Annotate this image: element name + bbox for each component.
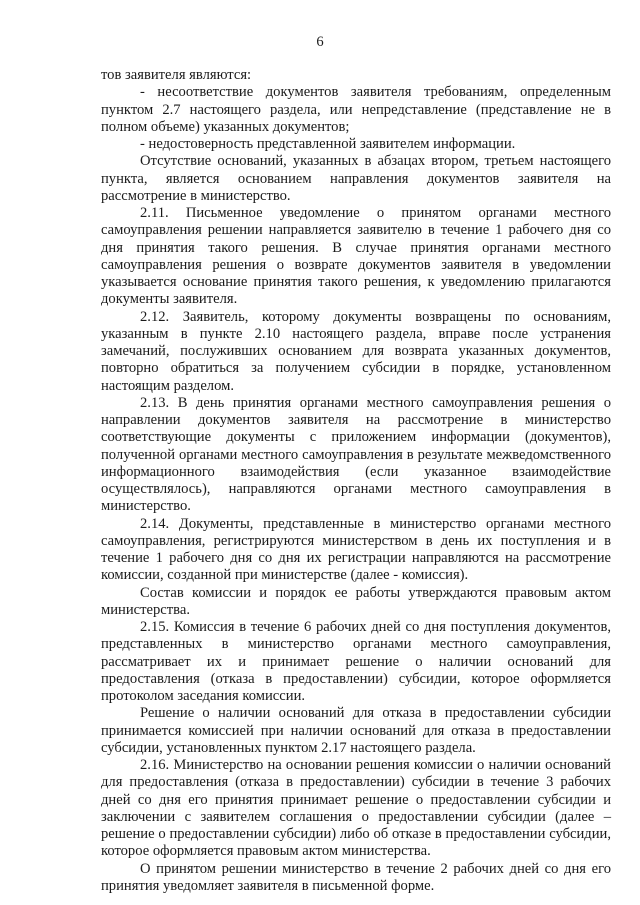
page-number: 6 xyxy=(316,34,324,50)
paragraph: 2.16. Министерство на основании решения комиссии о наличии оснований для предоставления (отказа в предоставлении) субсидии в течение 3 рабочих дней со дня его принятия принимает решение о предоставлении субсидии и заключении с заявителем соглашения о предоставлении субсидии (далее – решение о предоставлении субсидии) либо об отказе в предоставлении субсидии, которое оформляется правовым актом министерства. xyxy=(101,757,611,860)
paragraph: Решение о наличии оснований для отказа в предоставлении субсидии принимается комиссией при наличии оснований для отказа в предоставлении субсидии, установленных пунктом 2.17 настоящего раздела. xyxy=(101,705,611,756)
paragraph: О принятом решении министерство в течение 2 рабочих дней со дня его принятия уведомляет заявителя в письменной форме. xyxy=(101,860,611,894)
paragraph: 2.15. Комиссия в течение 6 рабочих дней со дня поступления документов, представленных в министерство органами местного самоуправления, рассматривает их и принимает решение о наличии оснований для предоставления (отказа в предоставлении) субсидии, которое оформляется протоколом заседания комиссии. xyxy=(101,619,611,704)
paragraph: - недостоверность представленной заявителем информации. xyxy=(140,136,516,152)
paragraph: 2.13. В день принятия органами местного самоуправления решения о направлении документов заявителя на рассмотрение в министерство соответствующие документы с приложением информации (документов), полученной органами местного самоуправления в результате межведомственного информационного взаимодействия (если указанное взаимодействие осуществлялось), направляются органами местного самоуправления в министерство. xyxy=(101,394,611,515)
paragraph: 2.12. Заявитель, которому документы возвращены по основаниям, указанным в пункте 2.10 настоящего раздела, вправе после устранения замечаний, послуживших основанием для возврата указанных документов, повторно обратиться за получением субсидии в порядке, установленном настоящим разделом. xyxy=(101,308,611,394)
document-body xyxy=(101,67,611,895)
paragraph: Отсутствие оснований, указанных в абзацах втором, третьем настоящего пункта, является основанием направления документов заявителя на рассмотрение в министерство. xyxy=(101,153,611,204)
paragraph: тов заявителя являются: xyxy=(101,67,252,83)
paragraph: Состав комиссии и порядок ее работы утверждаются правовым актом министерства. xyxy=(101,584,611,618)
paragraph: - несоответствие документов заявителя требованиям, определенным пунктом 2.7 настоящего раздела, или непредставление (представление не в полном объеме) указанных документов; xyxy=(101,84,611,135)
paragraph: 2.14. Документы, представленные в министерство органами местного самоуправления, регистрируются министерством в день их поступления и в течение 1 рабочего дня со дня их регистрации направляются на рассмотрение комиссии, созданной при министерстве (далее - комиссия). xyxy=(101,515,611,584)
paragraph: 2.11. Письменное уведомление о принятом органами местного самоуправления решении направляется заявителю в течение 1 рабочего дня со дня принятия такого решения. В случае принятия органами местного самоуправления решения о возврате документов заявителя в уведомлении указывается основание принятия такого решения, к уведомлению прилагаются документы заявителя. xyxy=(101,205,611,308)
